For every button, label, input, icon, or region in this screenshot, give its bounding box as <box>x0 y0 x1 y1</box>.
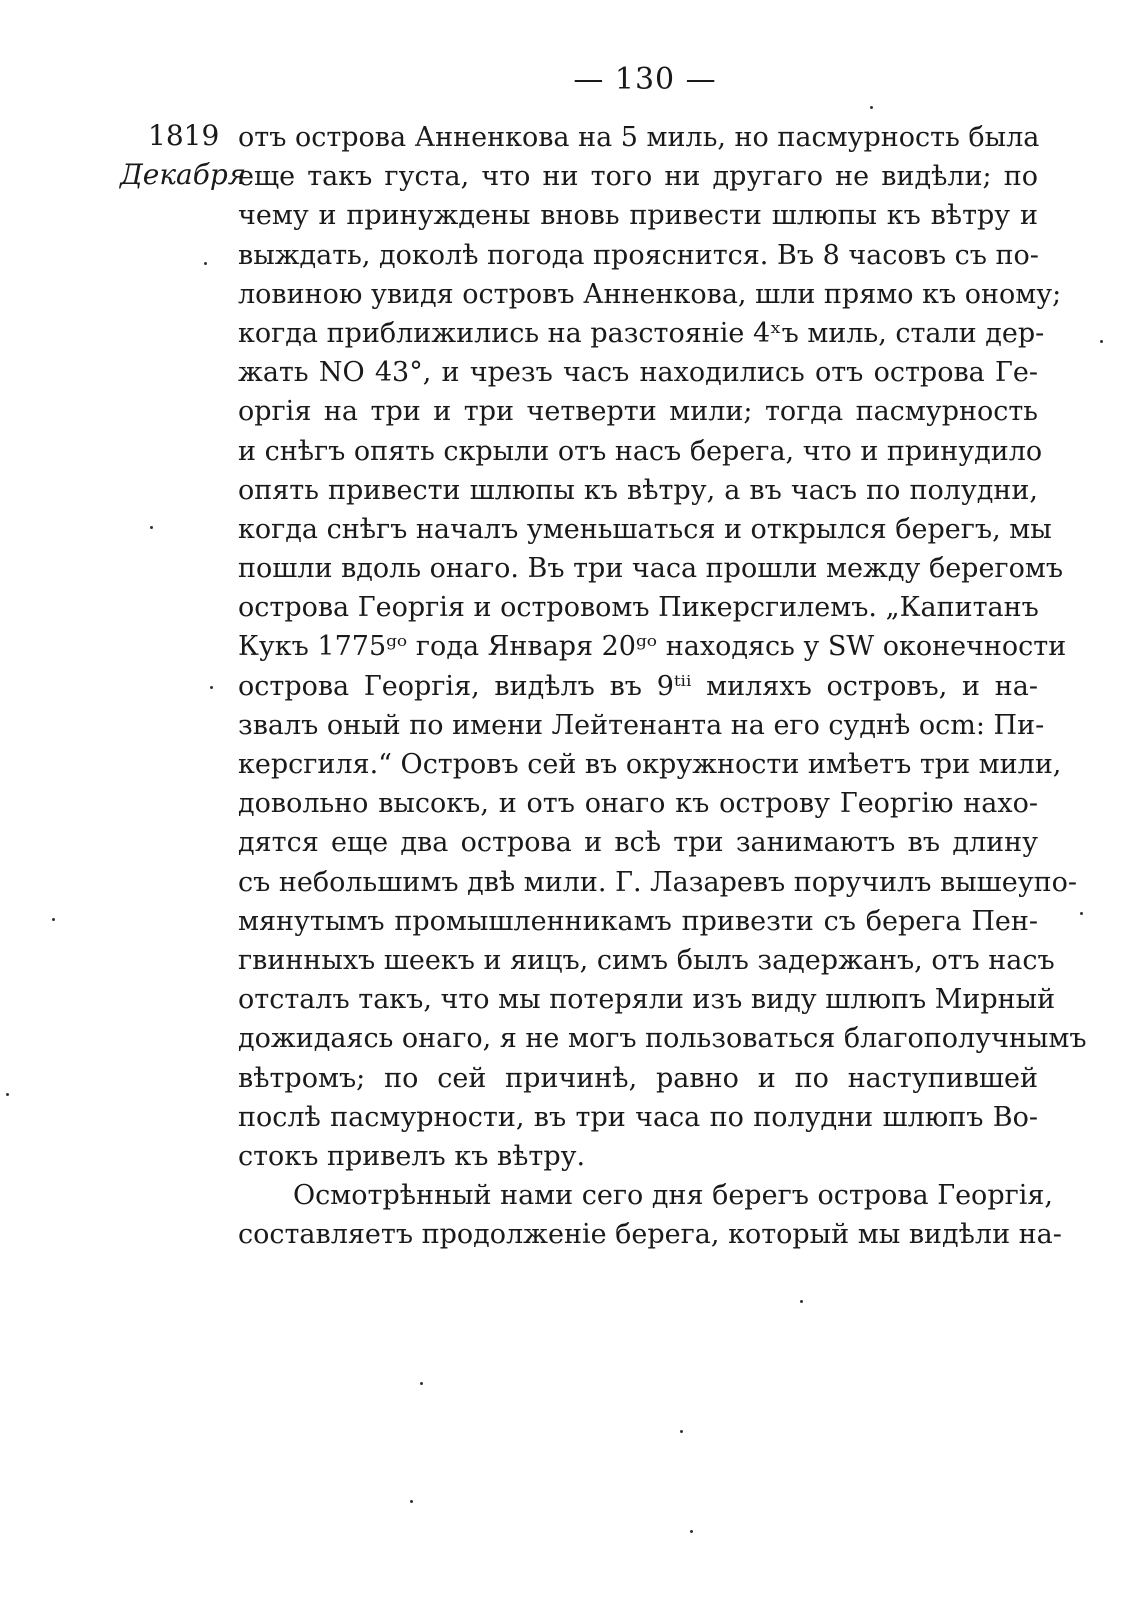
text-line: ловиною увидя островъ Анненкова, шли прямо къ оному; <box>238 278 1062 310</box>
text-line: острова Георгія и островомъ Пикерсгилемъ. „Капитанъ <box>238 592 1039 624</box>
text-line: дожидаясь онаго, я не могъ пользоваться благополучнымъ <box>238 1023 1087 1055</box>
text-line: острова Георгія, видѣлъ въ 9ᵗⁱⁱ миляхъ островъ, и на- <box>238 670 1038 702</box>
text-line: составляетъ продолженіе берега, который мы видѣли на- <box>238 1219 1062 1251</box>
scan-speck <box>410 1500 413 1503</box>
scan-speck <box>52 918 55 921</box>
scan-speck <box>1080 912 1083 915</box>
margin-year: 1819 <box>148 119 220 152</box>
text-line: когда снѣгъ началъ уменьшаться и открылся берегъ, мы <box>238 513 1052 545</box>
scan-speck <box>690 1530 693 1533</box>
scan-speck <box>204 262 207 265</box>
text-line: съ небольшимъ двѣ мили. Г. Лазаревъ поручилъ вышеупо- <box>238 866 1078 898</box>
text-line: вѣтромъ; по сей причинѣ, равно и по наступившей <box>238 1062 1038 1094</box>
text-line: выждать, доколѣ погода прояснится. Въ 8 часовъ съ по- <box>238 239 1039 271</box>
text-line: послѣ пасмурности, въ три часа по полудни шлюпъ Во- <box>238 1101 1038 1133</box>
scan-speck <box>210 686 213 689</box>
text-line: мянутымъ промышленникамъ привезти съ берега Пен- <box>238 905 1038 937</box>
text-line: чему и принуждены вновь привести шлюпы къ вѣтру и <box>238 200 1038 232</box>
text-line: Кукъ 1775ᵍᵒ года Января 20ᵍᵒ находясь у SW оконечности <box>238 631 1067 663</box>
scan-speck <box>680 1430 683 1433</box>
scan-speck <box>870 106 873 109</box>
scan-speck <box>1100 340 1103 343</box>
text-line: довольно высокъ, и отъ онаго къ острову Георгію нахо- <box>238 788 1038 820</box>
text-line: гвинныхъ шеекъ и яицъ, симъ былъ задержанъ, отъ насъ <box>238 944 1055 976</box>
text-line: керсгиля.“ Островъ сей въ окружности имѣетъ три мили, <box>238 749 1062 780</box>
scan-speck <box>420 1382 423 1385</box>
page-number: — 130 — <box>573 62 717 97</box>
margin-month: Декабря <box>120 158 247 191</box>
body-text <box>238 118 1087 1254</box>
text-line: еще такъ густа, что ни того ни другаго не видѣли; по <box>238 161 1038 193</box>
text-line: пошли вдоль онаго. Въ три часа прошли между берегомъ <box>238 553 1064 585</box>
text-line: дятся еще два острова и всѣ три занимаютъ въ длину <box>238 827 1038 859</box>
text-line: Осмотрѣнный нами сего дня берегъ острова Георгія, <box>293 1180 1053 1212</box>
text-line: звалъ оный по имени Лейтенанта на его суднѣ осm: Пи- <box>238 709 1045 741</box>
text-line: опять привести шлюпы къ вѣтру, а въ часъ по полудни, <box>238 474 1038 506</box>
text-line: оргія на три и три четверти мили; тогда пасмурность <box>238 396 1038 428</box>
scan-speck <box>150 526 153 529</box>
scan-speck <box>800 1300 803 1303</box>
text-line: и снѣгъ опять скрыли отъ насъ берега, что и принудило <box>238 435 1043 467</box>
text-line: когда приближились на разстояніе 4ˣъ миль, стали дер- <box>238 317 1045 349</box>
text-line: стокъ привелъ къ вѣтру. <box>238 1140 586 1172</box>
text-line: жать NO 43°, и чрезъ часъ находились отъ острова Ге- <box>238 357 1038 389</box>
text-line: отъ острова Анненкова на 5 миль, но пасмурность была <box>238 122 1040 153</box>
text-line: отсталъ такъ, что мы потеряли изъ виду шлюпъ Мирный <box>238 984 1056 1016</box>
scan-speck <box>6 1093 9 1096</box>
